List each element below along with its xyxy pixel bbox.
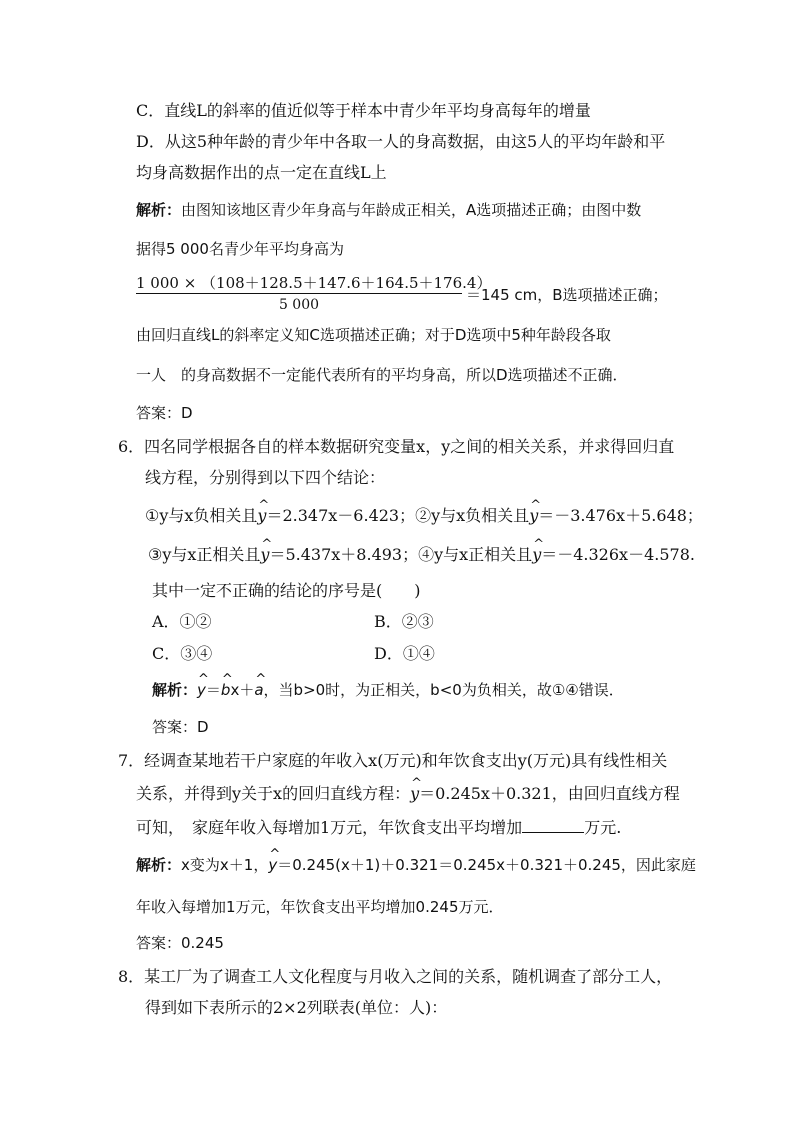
- conclusion-3-label: ③y与x正相关且: [148, 545, 261, 564]
- solution-text: 由图知该地区青少年身高与年龄成正相关，A选项描述正确；由图中数: [181, 201, 642, 219]
- q5-solution-line4: 一人 的身高数据不一定能代表所有的平均身高，所以D选项描述不正确．: [136, 366, 628, 384]
- solution-eq: ＝0.245(x＋1)＋0.321＝0.245x＋0.321＋0.245，因此家庭: [277, 856, 696, 874]
- y-hat: ^ y: [410, 783, 419, 805]
- q7-stem-line2: [136, 783, 680, 805]
- q7-equation: ＝0.245x＋0.321，由回归直线方程: [419, 784, 680, 803]
- solution-label: 解析：: [136, 856, 182, 874]
- conclusion-2-label: ②y与x负相关且: [415, 506, 530, 525]
- q6-conclusions-1-2: [145, 505, 703, 527]
- fraction-denominator: 5 000: [278, 297, 320, 313]
- conclusion-2-eq: ＝－3.476x＋5.648；: [538, 506, 703, 525]
- q6-solution: [152, 679, 624, 701]
- q6-option-a: A．①②: [152, 612, 212, 631]
- conclusion-3-eq: ＝5.437x＋8.493；: [269, 545, 419, 564]
- q7-text: 可知， 家庭年收入每增加1万元，年饮食支出平均增加: [136, 818, 523, 837]
- q7-stem-line3: [136, 816, 621, 839]
- q8-stem-line1: 8．某工厂为了调查工人文化程度与月收入之间的关系，随机调查了部分工人，: [118, 967, 673, 986]
- q6-answer: 答案：D: [152, 718, 209, 736]
- fraction-result: ＝145 cm，B选项描述正确；: [466, 286, 668, 304]
- q6-stem-line1: 6．四名同学根据各自的样本数据研究变量x，y之间的相关关系，并求得回归直: [118, 437, 675, 456]
- solution-text: x变为x＋1，: [181, 856, 269, 874]
- q6-conclusions-3-4: [148, 544, 695, 566]
- average-height-fraction: [136, 272, 492, 316]
- solution-label: 解析：: [152, 681, 198, 699]
- option-c-line: C．直线L的斜率的值近似等于样本中青少年平均身高每年的增量: [136, 101, 591, 120]
- solution-eq: ＝: [205, 681, 221, 699]
- q7-answer: 答案：0.245: [136, 934, 224, 952]
- q5-solution-line1: [136, 199, 641, 221]
- q7-solution-line1: [136, 854, 696, 876]
- conclusion-1-label: ①y与x负相关且: [145, 506, 258, 525]
- answer-blank: [522, 816, 584, 833]
- q5-solution-line3: 由回归直线L的斜率定义知C选项描述正确；对于D选项中5种年龄段各取: [136, 326, 611, 344]
- solution-text: ，当b>0时，为正相关，b<0为负相关，故①④错误．: [263, 681, 624, 699]
- q6-option-c: C．③④: [152, 644, 213, 663]
- y-hat: ^ y: [268, 854, 277, 876]
- q5-solution-line2: 据得5 000名青少年平均身高为: [136, 240, 344, 258]
- q7-unit: 万元.: [584, 818, 622, 837]
- conclusion-4-eq: ＝－4.326x－4.578.: [541, 545, 695, 564]
- q7-solution-line2: 年收入每增加1万元，年饮食支出平均增加0.245万元．: [136, 898, 504, 916]
- fraction-bar: [136, 293, 462, 294]
- q5-answer: 答案：D: [136, 404, 193, 422]
- y-hat: ^ y: [529, 505, 538, 527]
- y-hat: ^ y: [257, 505, 266, 527]
- option-d-line-cont: 均身高数据作出的点一定在直线L上: [136, 163, 387, 182]
- fraction-numerator: 1 000 × （108＋128.5＋147.6＋164.5＋176.4）: [136, 274, 492, 292]
- q6-question: 其中一定不正确的结论的序号是( ): [152, 581, 421, 600]
- solution-label: 解析：: [136, 201, 182, 219]
- q6-option-b: B．②③: [374, 612, 434, 631]
- conclusion-4-label: ④y与x正相关且: [418, 545, 533, 564]
- y-hat: ^ y: [197, 679, 206, 701]
- q6-stem-line2: 线方程，分别得到以下四个结论：: [145, 468, 386, 487]
- solution-eq: x＋: [230, 681, 255, 699]
- option-d-line: D．从这5种年龄的青少年中各取一人的身高数据，由这5人的平均年龄和平: [136, 132, 666, 151]
- a-hat: ^ a: [254, 679, 263, 701]
- q7-stem-line1: 7．经调查某地若干户家庭的年收入x(万元)和年饮食支出y(万元)具有线性相关: [118, 751, 668, 770]
- y-hat: ^ y: [260, 544, 269, 566]
- q7-text: 关系，并得到y关于x的回归直线方程：: [136, 784, 411, 803]
- y-hat: ^ y: [532, 544, 541, 566]
- q6-option-d: D．①④: [374, 644, 435, 663]
- q8-stem-line2: 得到如下表所示的2×2列联表(单位：人)：: [145, 998, 448, 1017]
- conclusion-1-eq: ＝2.347x－6.423；: [266, 506, 416, 525]
- b-hat: ^ b: [221, 679, 231, 701]
